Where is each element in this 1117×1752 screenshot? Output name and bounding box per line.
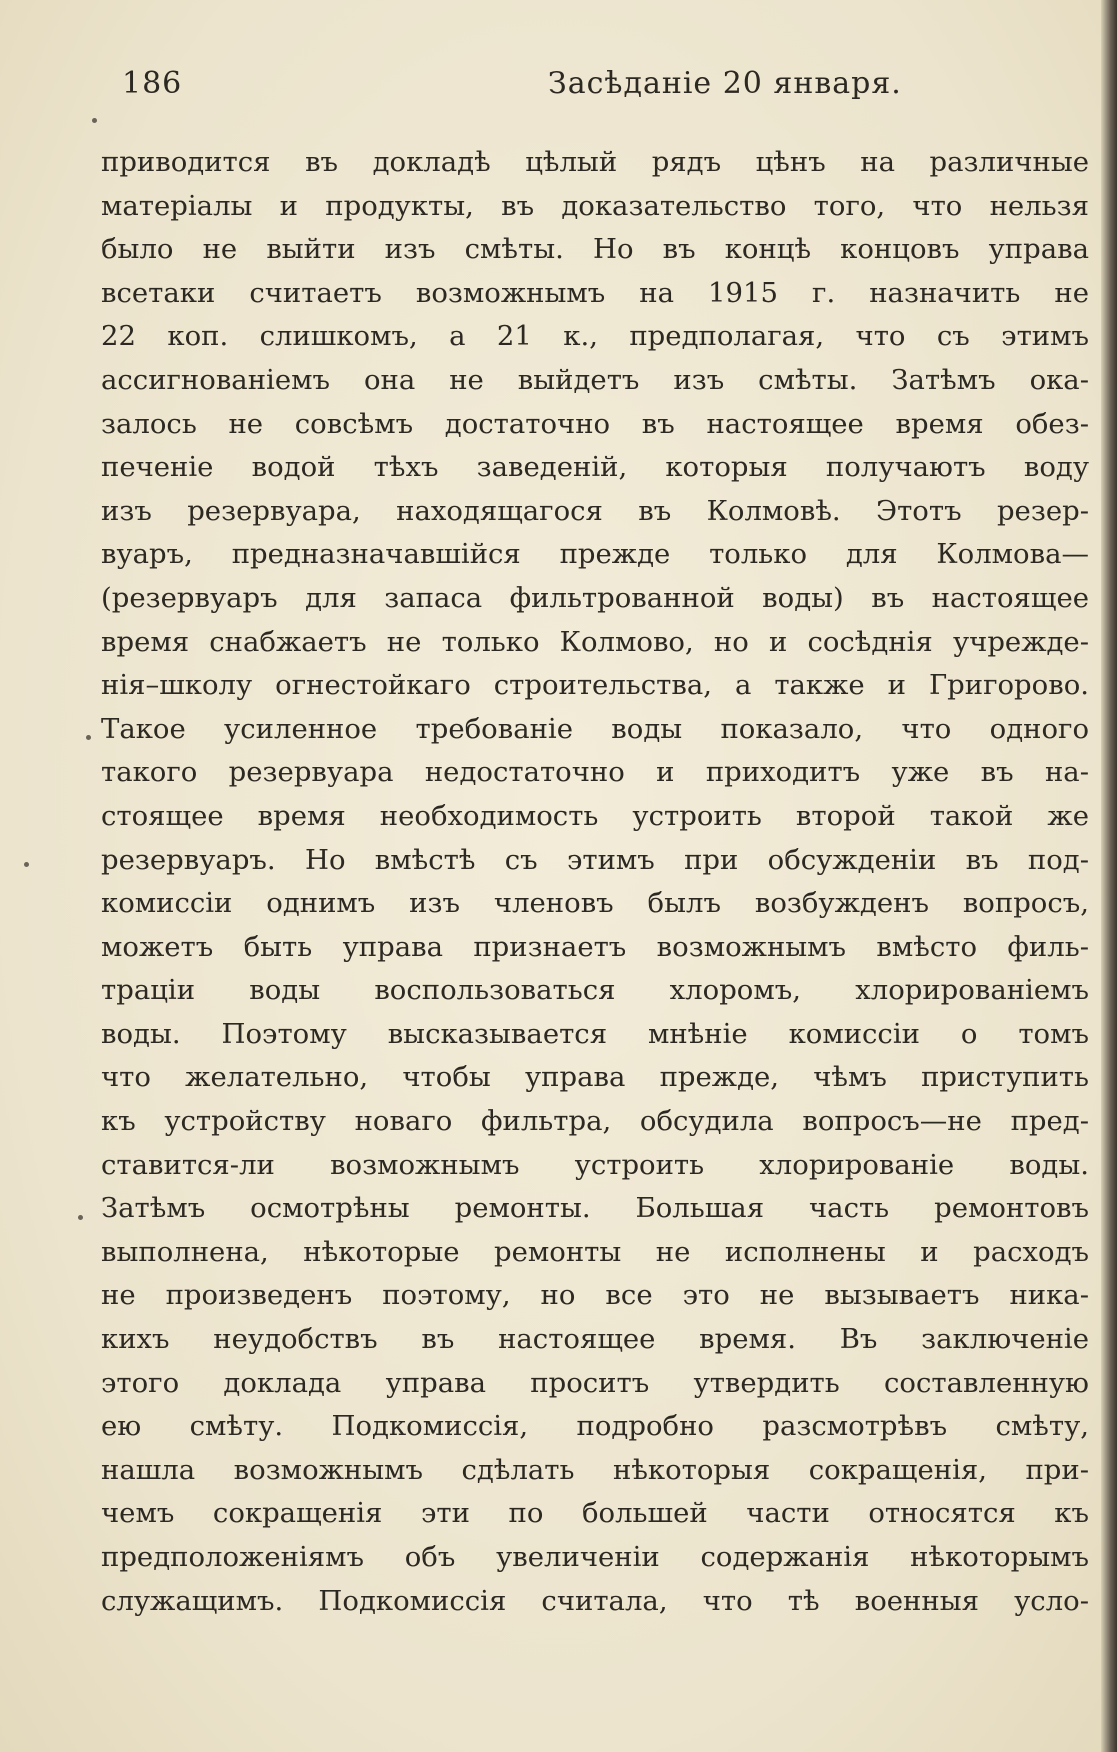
page-header <box>118 66 1088 106</box>
text-line: къ устройству новаго фильтра, обсудила вопросъ—не пред- <box>101 1105 1089 1138</box>
running-head: Засѣданіе 20 января. <box>548 66 902 101</box>
text-line: этого доклада управа проситъ утвердить составленную <box>101 1366 1089 1399</box>
text-line: ассигнованіемъ она не выйдетъ изъ смѣты. Затѣмъ ока- <box>101 363 1089 396</box>
page-number: 186 <box>122 66 183 101</box>
text-line: можетъ быть управа признаетъ возможнымъ вмѣсто филь- <box>101 930 1089 963</box>
margin-speck <box>92 118 97 123</box>
margin-bullet <box>78 1215 83 1220</box>
text-line: приводится въ докладѣ цѣлый рядъ цѣнъ на различные <box>101 146 1089 178</box>
text-line: такого резервуара недостаточно и приходитъ уже въ на- <box>101 756 1089 789</box>
text-line: предположеніямъ объ увеличеніи содержанія нѣкоторымъ <box>101 1541 1089 1573</box>
text-line: траціи воды воспользоваться хлоромъ, хлорированіемъ <box>101 974 1089 1007</box>
text-line: (резервуаръ для запаса фильтрованной воды) въ настоящее <box>101 581 1089 614</box>
text-line: печеніе водой тѣхъ заведеній, которыя получаютъ воду <box>101 451 1089 484</box>
text-line: изъ резервуара, находящагося въ Колмовѣ. Этотъ резер- <box>101 494 1089 527</box>
text-line: нія–школу огнестойкаго строительства, а также и Григорово. <box>101 669 1089 702</box>
text-line: было не выйти изъ смѣты. Но въ концѣ концовъ управа <box>101 233 1089 266</box>
text-line: выполнена, нѣкоторые ремонты не исполнены и расходъ <box>101 1235 1089 1268</box>
text-line: 22 коп. слишкомъ, а 21 к., предполагая, что съ этимъ <box>101 320 1089 353</box>
text-line: кихъ неудобствъ въ настоящее время. Въ заключеніе <box>101 1323 1089 1356</box>
page-edge-shadow <box>1101 0 1117 1752</box>
text-line: нашла возможнымъ сдѣлать нѣкоторыя сокращенія, при- <box>101 1453 1089 1486</box>
text-line: чемъ сокращенія эти по большей части относятся къ <box>101 1497 1089 1530</box>
text-line: стоящее время необходимость устроить второй такой же <box>101 799 1089 832</box>
margin-speck <box>24 862 29 867</box>
text-line: вуаръ, предназначавшійся прежде только для Колмова— <box>101 538 1089 571</box>
text-line: ею смѣту. Подкомиссія, подробно разсмотрѣвъ смѣту, <box>101 1410 1089 1443</box>
body-text <box>101 141 1089 1623</box>
text-line: комиссіи однимъ изъ членовъ былъ возбужденъ вопросъ, <box>101 887 1089 920</box>
margin-bullet <box>86 735 91 740</box>
text-line: Такое усиленное требованіе воды показало, что одного <box>101 712 1089 745</box>
text-line: матеріалы и продукты, въ доказательство того, что нельзя <box>101 189 1089 222</box>
text-line: не произведенъ поэтому, но все это не вызываетъ ника- <box>101 1279 1089 1312</box>
text-line: что желательно, чтобы управа прежде, чѣмъ приступить <box>101 1061 1089 1094</box>
text-line: время снабжаетъ не только Колмово, но и сосѣднія учрежде- <box>101 625 1089 658</box>
text-line: воды. Поэтому высказывается мнѣніе комиссіи о томъ <box>101 1017 1089 1050</box>
text-line: Затѣмъ осмотрѣны ремонты. Большая часть ремонтовъ <box>101 1192 1089 1225</box>
text-line: служащимъ. Подкомиссія считала, что тѣ военныя усло- <box>101 1584 1089 1617</box>
text-line: ставится-ли возможнымъ устроить хлорированіе воды. <box>101 1148 1089 1181</box>
text-line: всетаки считаетъ возможнымъ на 1915 г. назначить не <box>101 276 1089 309</box>
text-line: залось не совсѣмъ достаточно въ настоящее время обез- <box>101 407 1089 440</box>
text-line: резервуаръ. Но вмѣстѣ съ этимъ при обсужденіи въ под- <box>101 843 1089 876</box>
